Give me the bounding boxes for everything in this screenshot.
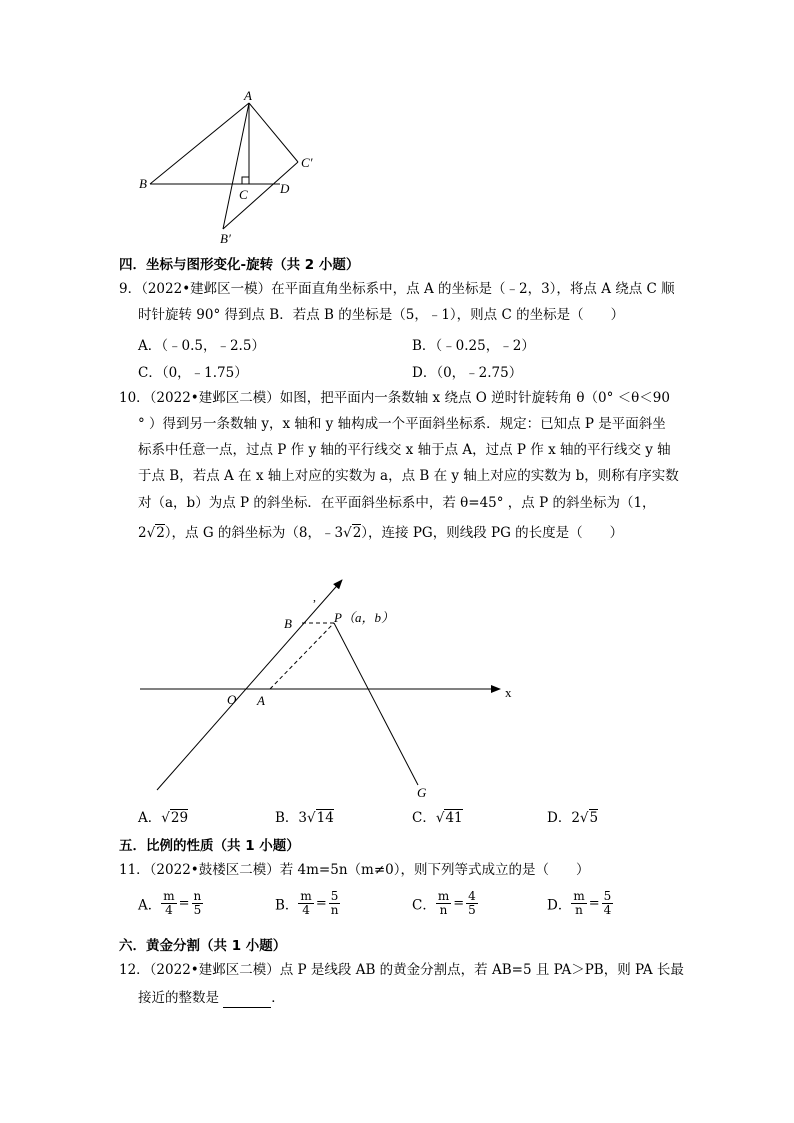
- q9-option-a: A．（﹣0.5，﹣2.5）: [138, 338, 265, 354]
- q12-line1: 12．（2022•建邺区二模）点 P 是线段 AB 的黄金分割点，若 AB=5 且 PA＞PB，则 PA 长最: [119, 962, 684, 978]
- numerator: m: [163, 889, 175, 903]
- fraction: [329, 890, 341, 917]
- right-angle-mark: [242, 177, 249, 184]
- numerator: 5: [603, 889, 612, 903]
- q10-line6-radicand: 2: [156, 525, 165, 541]
- q9-option-c: C．（0，﹣1.75）: [138, 365, 248, 381]
- q10-line6: [138, 523, 623, 543]
- equals-sign: =: [315, 896, 327, 911]
- numerator: 4: [468, 889, 476, 903]
- label-x: x: [505, 685, 512, 700]
- fraction: [571, 890, 586, 917]
- q10-option-a: [138, 806, 188, 826]
- q10-option-c-prefix: C．: [412, 810, 436, 826]
- q10-line6-radicand2: 2: [352, 525, 362, 541]
- segment-AB: [150, 103, 249, 184]
- q10-line6-prefix: 2: [138, 525, 147, 541]
- fraction: [466, 890, 478, 917]
- q10-option-c-radicand: 41: [445, 810, 463, 826]
- q10-option-d-prefix: D．2: [547, 810, 580, 826]
- fraction: [161, 890, 176, 917]
- denominator: n: [575, 903, 583, 917]
- q10-option-c: [412, 806, 463, 826]
- q11-option-c: [412, 890, 478, 917]
- label-tick: ,: [313, 590, 316, 604]
- denominator: n: [330, 903, 339, 917]
- q10-option-b: [275, 806, 334, 826]
- equals-sign: =: [588, 896, 600, 911]
- triangle-figure: [130, 90, 330, 250]
- fraction: [436, 890, 451, 917]
- denominator: n: [439, 903, 448, 917]
- q11-option-a-prefix: A．: [138, 897, 162, 914]
- q10-option-b-prefix: B．3: [275, 810, 308, 826]
- label-D: D: [280, 181, 290, 196]
- label-O: O: [227, 692, 237, 707]
- q10-option-b-radicand: 14: [316, 810, 334, 826]
- q9-option-d: D．（0，﹣2.75）: [412, 365, 523, 381]
- q9-line1: 9．（2022•建邺区一模）在平面直角坐标系中，点 A 的坐标是（﹣2，3），将点 A 绕点 C 顺: [119, 281, 675, 297]
- denominator: 5: [193, 903, 202, 917]
- q11-option-d-prefix: D．: [547, 897, 572, 914]
- segment-ACp: [249, 103, 298, 162]
- fraction: [192, 890, 204, 917]
- q11-option-b: [275, 890, 340, 917]
- sqrt-sign: √: [307, 810, 316, 826]
- label-C: C: [239, 187, 248, 202]
- q10-line2: ° ）得到另一条数轴 y，x 轴和 y 轴构成一个平面斜坐标系．规定：已知点 P 是平面斜坐: [138, 416, 666, 432]
- denominator: 4: [165, 903, 173, 917]
- fraction: [602, 890, 614, 917]
- q10-line3: 标系中任意一点，过点 P 作 y 轴的平行线交 x 轴于点 A，过点 P 作 x 轴的平行线交 y 轴: [138, 442, 671, 458]
- label-B: B: [139, 176, 147, 191]
- oblique-axes-figure: [130, 565, 530, 805]
- label-G: G: [417, 785, 427, 800]
- q10-line4: 于点 B，若点 A 在 x 轴上对应的实数为 a，点 B 在 y 轴上对应的实数为 b，则称有序实数: [138, 468, 679, 484]
- q10-option-d-radicand: 5: [589, 810, 599, 826]
- q10-line1: 10．（2022•建邺区二模）如图，把平面内一条数轴 x 绕点 O 逆时针旋转角 θ（0° ＜θ＜90: [119, 390, 670, 406]
- q11-option-d: [547, 890, 613, 917]
- q9-line2: 时针旋转 90° 得到点 B．若点 B 的坐标是（5，﹣1），则点 C 的坐标是（ ）: [138, 307, 625, 323]
- q10-line6-suffix: ），连接 PG，则线段 PG 的长度是（ ）: [361, 525, 624, 541]
- q9-option-b: B．（﹣0.25，﹣2）: [412, 338, 535, 354]
- fraction: [298, 890, 313, 917]
- equals-sign: =: [453, 896, 465, 911]
- label-B: B: [284, 616, 292, 631]
- section-4-heading: 四．坐标与图形变化-旋转（共 2 小题）: [119, 257, 360, 273]
- q10-option-a-radicand: 29: [170, 810, 189, 826]
- numerator: m: [300, 889, 312, 903]
- q11-line1: 11．（2022•鼓楼区二模）若 4m=5n（m≠0），则下列等式成立的是（ ）: [119, 862, 590, 878]
- denominator: 5: [468, 903, 476, 917]
- q12-line2-suffix: ．: [271, 990, 285, 1006]
- section-5-heading: 五．比例的性质（共 1 小题）: [119, 838, 300, 854]
- q10-line5: 对（a，b）为点 P 的斜坐标．在平面斜坐标系中，若 θ=45° ，点 P 的斜坐标为（1，: [138, 495, 656, 511]
- label-Cprime: C′: [301, 155, 313, 170]
- numerator: n: [193, 889, 202, 903]
- q11-option-a: [138, 890, 203, 917]
- sqrt-sign: √: [161, 810, 170, 826]
- sqrt-sign: √: [146, 525, 156, 541]
- label-Bprime: B′: [220, 231, 231, 246]
- sqrt-sign: √: [579, 810, 589, 826]
- q11-option-c-prefix: C．: [412, 897, 436, 914]
- q12-line2-prefix: 接近的整数是: [138, 990, 219, 1006]
- label-A: A: [257, 693, 265, 708]
- equals-sign: =: [178, 896, 190, 911]
- q10-option-a-prefix: A．: [138, 810, 162, 826]
- section-6-heading: 六．黄金分割（共 1 小题）: [119, 938, 287, 954]
- q10-line6-mid: ），点 G 的斜坐标为（8，﹣3: [164, 525, 344, 541]
- segment-PG: [334, 623, 418, 785]
- label-P: P（a，b）: [334, 610, 394, 625]
- q11-option-b-prefix: B．: [275, 897, 299, 914]
- numerator: m: [437, 889, 450, 903]
- q10-option-d: [547, 806, 598, 826]
- q12-line2: [138, 988, 285, 1008]
- segment-ABp: [223, 103, 249, 229]
- sqrt-sign: √: [343, 525, 352, 541]
- y-axis: [157, 580, 342, 790]
- sqrt-sign: √: [435, 810, 445, 826]
- numerator: 5: [330, 889, 339, 903]
- denominator: 4: [302, 903, 310, 917]
- numerator: m: [573, 889, 585, 903]
- denominator: 4: [603, 903, 612, 917]
- dashed-AP: [270, 623, 334, 689]
- label-A: A: [244, 90, 252, 103]
- answer-blank[interactable]: [223, 993, 271, 1008]
